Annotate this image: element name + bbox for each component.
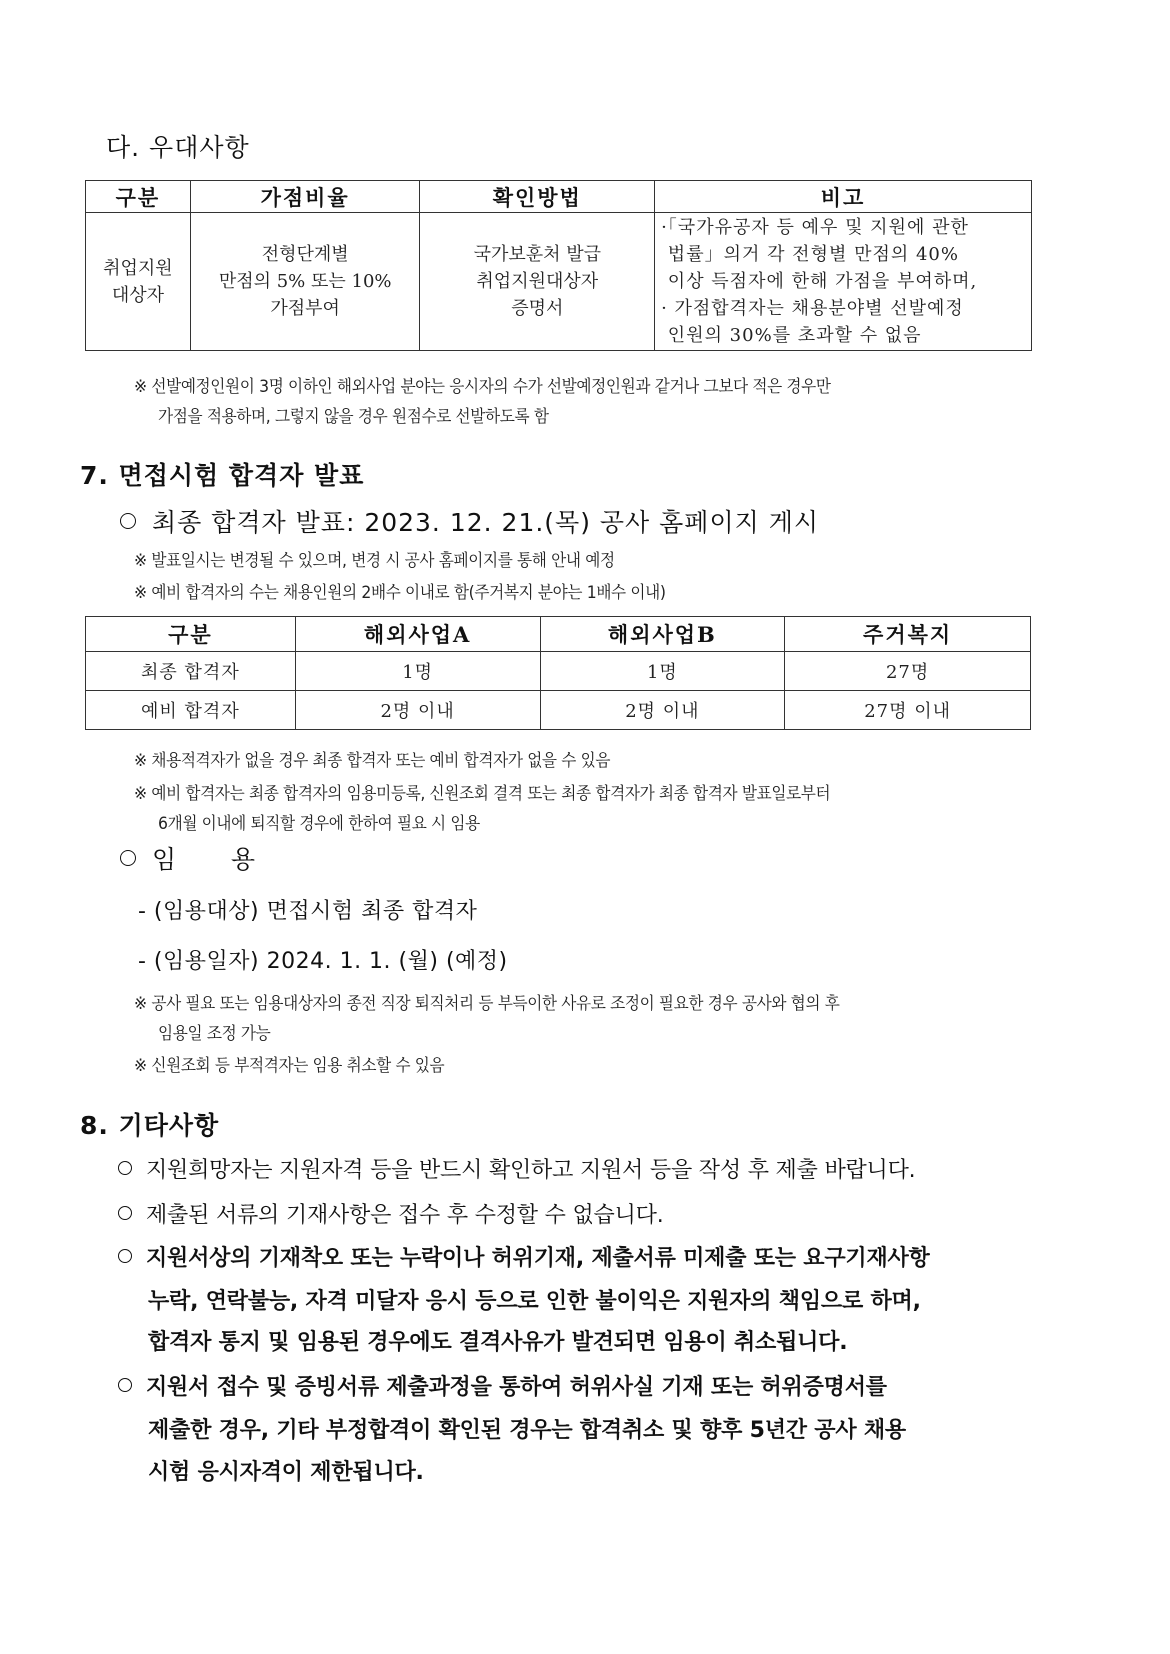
note-continued: 임용일 조정 가능 [158,1024,271,1044]
bullet-final-announcement: 최종 합격자 발표: 2023. 12. 21.(목) 공사 홈페이지 게시 [120,503,819,539]
header-category: 구분 [86,617,296,652]
circle-bullet-icon [118,1249,132,1263]
cell-value: 27명 [785,652,1031,691]
misc-item-bold-continued: 시험 응시자격이 제한됩니다. [148,1460,424,1485]
table-row [86,213,1032,351]
header-ratio: 가점비율 [190,181,420,213]
header-remarks: 비고 [655,181,1032,213]
appointment-target: - (임용대상) 면접시험 최종 합격자 [138,899,478,924]
bullet-appointment: 임 용 [120,840,256,876]
circle-bullet-icon [120,513,136,529]
circle-bullet-icon [118,1206,132,1220]
circle-bullet-icon [120,850,136,866]
misc-item-bold: 지원서 접수 및 증빙서류 제출과정을 통하여 허위사실 기재 또는 허위증명서를 [118,1370,887,1401]
header-method: 확인방법 [420,181,655,213]
cell-category: 취업지원 대상자 [86,213,191,351]
subsection-title-preferences: 다. 우대사항 [106,133,250,162]
row-label: 최종 합격자 [86,652,296,691]
table-header-row [86,617,1031,652]
header-housing-welfare: 주거복지 [785,617,1031,652]
cell-value: 2명 이내 [540,691,785,730]
cell-value: 27명 이내 [785,691,1031,730]
cell-value: 1명 [295,652,540,691]
note-continued: 가점을 적용하며, 그렇지 않을 경우 원점수로 선발하도록 함 [158,407,549,427]
note: ※ 공사 필요 또는 임용대상자의 종전 직장 퇴직처리 등 부득이한 사유로 조정이 필요한 경우 공사와 협의 후 [134,994,840,1014]
header-overseas-a: 해외사업A [295,617,540,652]
note: ※ 예비 합격자의 수는 채용인원의 2배수 이내로 함(주거복지 분야는 1배수 이내) [134,583,666,603]
cell-value: 1명 [540,652,785,691]
table-header-row [86,181,1032,213]
cell-method: 국가보훈처 발급 취업지원대상자 증명서 [420,213,655,351]
misc-item-bold-continued: 제출한 경우, 기타 부정합격이 확인된 경우는 합격취소 및 향후 5년간 공사 채용 [148,1418,906,1443]
misc-item: 지원희망자는 지원자격 등을 반드시 확인하고 지원서 등을 작성 후 제출 바랍니다. [118,1153,915,1184]
circle-bullet-icon [118,1378,132,1392]
section-title-misc: 8. 기타사항 [80,1111,220,1140]
note: ※ 신원조회 등 부적격자는 임용 취소할 수 있음 [134,1056,445,1076]
circle-bullet-icon [118,1161,132,1175]
note: ※ 선발예정인원이 3명 이하인 해외사업 분야는 응시자의 수가 선발예정인원과 같거나 그보다 적은 경우만 [134,377,831,397]
table-row [86,652,1031,691]
table-row [86,691,1031,730]
result-table [85,616,1031,730]
cell-ratio: 전형단계별 만점의 5% 또는 10% 가점부여 [190,213,420,351]
note-continued: 6개월 이내에 퇴직할 경우에 한하여 필요 시 임용 [158,814,480,834]
cell-remarks: ·「국가유공자 등 예우 및 지원에 관한 법률」의거 각 전형별 만점의 40% 이상 득점자에 한해 가점을 부여하며, · 가점합격자는 채용분야별 선발예정 인원의 30%를 초과할 수 없음 [655,213,1032,351]
preference-table [85,180,1032,351]
appointment-date: - (임용일자) 2024. 1. 1. (월) (예정) [138,949,508,974]
note: ※ 채용적격자가 없을 경우 최종 합격자 또는 예비 합격자가 없을 수 있음 [134,751,611,771]
misc-item-bold-continued: 누락, 연락불능, 자격 미달자 응시 등으로 인한 불이익은 지원자의 책임으로 하며, [148,1289,921,1314]
cell-value: 2명 이내 [295,691,540,730]
note: ※ 발표일시는 변경될 수 있으며, 변경 시 공사 홈페이지를 통해 안내 예정 [134,551,615,571]
section-title-announcement: 7. 면접시험 합격자 발표 [80,461,365,490]
header-category: 구분 [86,181,191,213]
header-overseas-b: 해외사업B [540,617,785,652]
misc-item: 제출된 서류의 기재사항은 접수 후 수정할 수 없습니다. [118,1198,664,1229]
note: ※ 예비 합격자는 최종 합격자의 임용미등록, 신원조회 결격 또는 최종 합격자가 최종 합격자 발표일로부터 [134,784,831,804]
row-label: 예비 합격자 [86,691,296,730]
misc-item-bold-continued: 합격자 통지 및 임용된 경우에도 결격사유가 발견되면 임용이 취소됩니다. [148,1330,848,1355]
misc-item-bold: 지원서상의 기재착오 또는 누락이나 허위기재, 제출서류 미제출 또는 요구기재사항 [118,1241,930,1272]
